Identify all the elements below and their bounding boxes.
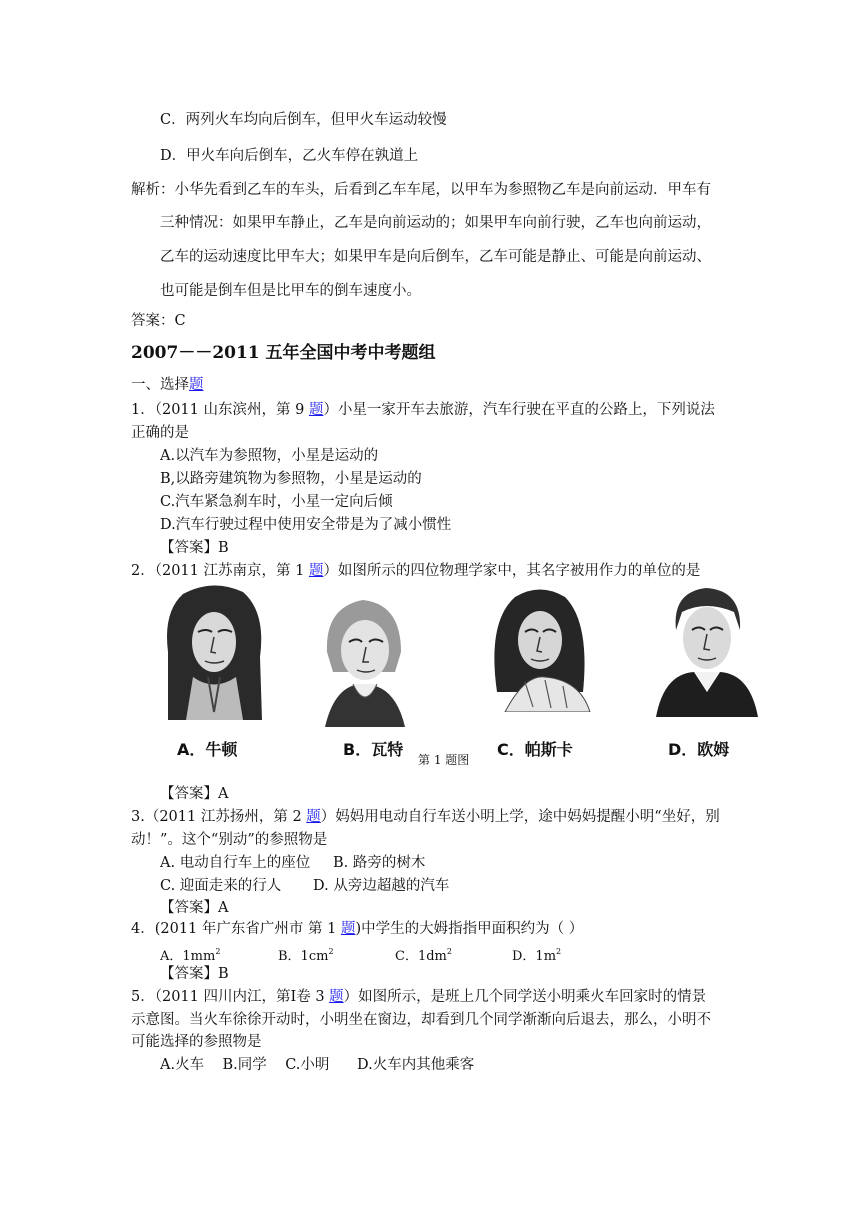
q1-option-a: A.以汽车为参照物，小星是运动的 <box>160 448 379 464</box>
q5-link[interactable]: 题 <box>329 989 344 1005</box>
q3-option-c: C. 迎面走来的行人 <box>160 878 282 894</box>
q2-link[interactable]: 题 <box>308 563 324 579</box>
q5-options: A.火车 B.同学 C.小明 D.火车内其他乘客 <box>160 1057 475 1073</box>
q2-post: ）如图所示的四位物理学家中，其名字被用作力的单位的是 <box>323 563 701 579</box>
q5-stem <box>131 987 706 1007</box>
q1-option-b: B,以路旁建筑物为参照物，小星是运动的 <box>160 471 422 487</box>
newton-portrait <box>158 582 268 720</box>
watt-portrait <box>315 592 413 727</box>
option-c: C．两列火车均向后倒车，但甲火车运动较慢 <box>160 112 447 128</box>
q2-label-c: C．帕斯卡 <box>497 740 573 759</box>
figure-caption: 第 1 题图 <box>418 753 470 767</box>
q3-link[interactable]: 题 <box>306 809 321 825</box>
q3-post: ）妈妈用电动自行车送小明上学，途中妈妈提醒小明“坐好，别 <box>320 809 720 825</box>
analysis-line-4: 也可能是倒车但是比甲车的倒车速度小。 <box>160 283 421 299</box>
q2-label-b: B．瓦特 <box>343 740 404 759</box>
q1-pre: 1．（2011 山东滨州，第 9 <box>131 402 309 418</box>
ohm-portrait <box>654 582 760 717</box>
answer-prev: 答案：C <box>131 313 186 329</box>
q4-link[interactable]: 题 <box>340 921 356 937</box>
q5-stem-line3: 可能选择的参照物是 <box>131 1034 262 1050</box>
q1-option-d: D.汽车行驶过程中使用安全带是为了减小惯性 <box>160 517 452 533</box>
section-heading: 2007－－2011 五年全国中考中考题组 <box>131 343 436 363</box>
q4-post: )中学生的大姆指指甲面积约为（ ） <box>355 921 584 937</box>
q3-stem <box>131 807 720 827</box>
q4-stem <box>131 919 583 939</box>
section-title <box>131 375 204 395</box>
q2-label-a: A．牛顿 <box>177 740 238 759</box>
section-link[interactable]: 题 <box>189 377 204 393</box>
analysis-line-1: 解析：小华先看到乙车的车头，后看到乙车车尾，以甲车为参照物乙车是向前运动．甲车有 <box>131 182 711 198</box>
analysis-line-2: 三种情况：如果甲车静止，乙车是向前运动的；如果甲车向前行驶，乙车也向前运动， <box>160 215 711 231</box>
section-prefix: 一、选择 <box>131 377 189 393</box>
q3-pre: 3.（2011 江苏扬州，第 2 <box>131 809 307 825</box>
q2-stem <box>131 561 700 581</box>
pascal-portrait <box>485 582 595 712</box>
q2-label-d: D．欧姆 <box>668 740 730 759</box>
q1-link[interactable]: 题 <box>308 402 324 418</box>
q1-answer: 【答案】B <box>160 540 229 556</box>
q3-option-d: D. 从旁边超越的汽车 <box>313 878 450 894</box>
q4-pre: 4．(2011 年广东省广州市 第 1 <box>131 921 341 937</box>
q5-post: ）如图所示，是班上几个同学送小明乘火车回家时的情景 <box>343 989 707 1005</box>
q2-pre: 2．（2011 江苏南京，第 1 <box>131 563 309 579</box>
q3-answer: 【答案】A <box>160 900 229 916</box>
q2-answer: 【答案】A <box>160 786 229 802</box>
q1-stem <box>131 400 715 420</box>
analysis-line-3: 乙车的运动速度比甲车大；如果甲车是向后倒车，乙车可能是静止、可能是向前运动、 <box>160 249 711 265</box>
q4-option-d: D．$1m^2$ <box>512 947 562 964</box>
q3-option-a: A. 电动自行车上的座位 <box>160 855 311 871</box>
q4-option-a: A．$1mm^2$ <box>160 947 221 964</box>
q3-stem-line2: 动！”。这个“别动”的参照物是 <box>131 832 328 848</box>
q5-pre: 5．（2011 四川内江，第Ⅰ卷 3 <box>131 989 330 1005</box>
q1-post: ）小星一家开车去旅游，汽车行驶在平直的公路上，下列说法 <box>323 402 715 418</box>
option-d: D．甲火车向后倒车，乙火车停在孰道上 <box>160 148 419 164</box>
q1-option-c: C.汽车紧急刹车时，小星一定向后倾 <box>160 494 393 510</box>
q5-stem-line2: 示意图。当火车徐徐开动时，小明坐在窗边，却看到几个同学渐渐向后退去，那么，小明不 <box>131 1012 711 1028</box>
q4-answer: 【答案】B <box>160 966 229 982</box>
q4-option-b: B．$1cm^2$ <box>278 947 334 964</box>
q1-stem-line2: 正确的是 <box>131 425 189 441</box>
q4-option-c: C．$1dm^2$ <box>395 947 452 964</box>
q3-option-b: B. 路旁的树木 <box>333 855 426 871</box>
